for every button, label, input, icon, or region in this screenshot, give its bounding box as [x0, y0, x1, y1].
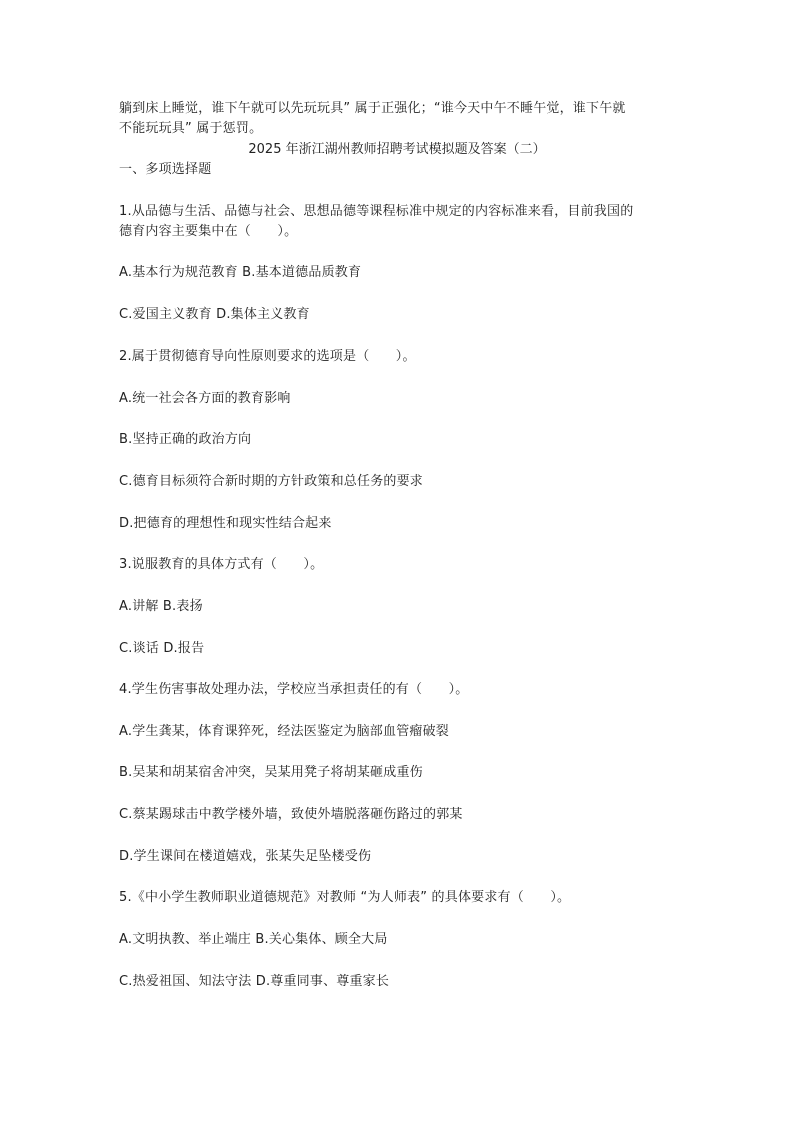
question-1-option-row-2: C.爱国主义教育 D.集体主义教育	[119, 307, 310, 322]
question-3-option-row-2: C.谈话 D.报告	[119, 641, 205, 656]
question-2-option-c: C.德育目标须符合新时期的方针政策和总任务的要求	[119, 474, 424, 489]
question-2-option-a: A.统一社会各方面的教育影响	[119, 391, 291, 406]
intro-line-1: 躺到床上睡觉，谁下午就可以先玩玩具” 属于正强化；“谁今天中午不睡午觉，谁下午就	[119, 101, 626, 116]
question-4-option-b: B.吴某和胡某宿舍冲突，吴某用凳子将胡某砸成重伤	[119, 765, 423, 780]
question-1-stem-line-2: 德育内容主要集中在（ ）。	[119, 224, 298, 239]
question-4-option-d: D.学生课间在楼道嬉戏，张某失足坠楼受伤	[119, 849, 372, 864]
question-5-stem: 5.《中小学生教师职业道德规范》对教师 “为人师表” 的具体要求有（ ）。	[119, 890, 571, 905]
intro-line-2: 不能玩玩具” 属于惩罚。	[119, 121, 263, 136]
question-2-option-d: D.把德育的理想性和现实性结合起来	[119, 516, 332, 531]
question-5-option-row-1: A.文明执教、举止端庄 B.关心集体、顾全大局	[119, 932, 388, 947]
question-3-option-row-1: A.讲解 B.表扬	[119, 599, 203, 614]
question-2-option-b: B.坚持正确的政治方向	[119, 432, 252, 447]
question-2-stem: 2.属于贯彻德育导向性原则要求的选项是（ ）。	[119, 349, 416, 364]
question-4-stem: 4.学生伤害事故处理办法，学校应当承担责任的有（ ）。	[119, 682, 469, 697]
question-4-option-c: C.蔡某踢球击中教学楼外墙，致使外墙脱落砸伤路过的郭某	[119, 807, 463, 822]
question-3-stem: 3.说服教育的具体方式有（ ）。	[119, 557, 324, 572]
document-title: 2025 年浙江湖州教师招聘考试模拟题及答案（二）	[248, 142, 546, 157]
question-1-stem-line-1: 1.从品德与生活、品德与社会、思想品德等课程标准中规定的内容标准来看，目前我国的	[119, 204, 634, 219]
section-heading: 一、多项选择题	[119, 162, 212, 177]
question-1-option-row-1: A.基本行为规范教育 B.基本道德品质教育	[119, 265, 362, 280]
question-4-option-a: A.学生龚某，体育课猝死，经法医鉴定为脑部血管瘤破裂	[119, 724, 449, 739]
question-5-option-row-2: C.热爱祖国、知法守法 D.尊重同事、尊重家长	[119, 974, 390, 989]
